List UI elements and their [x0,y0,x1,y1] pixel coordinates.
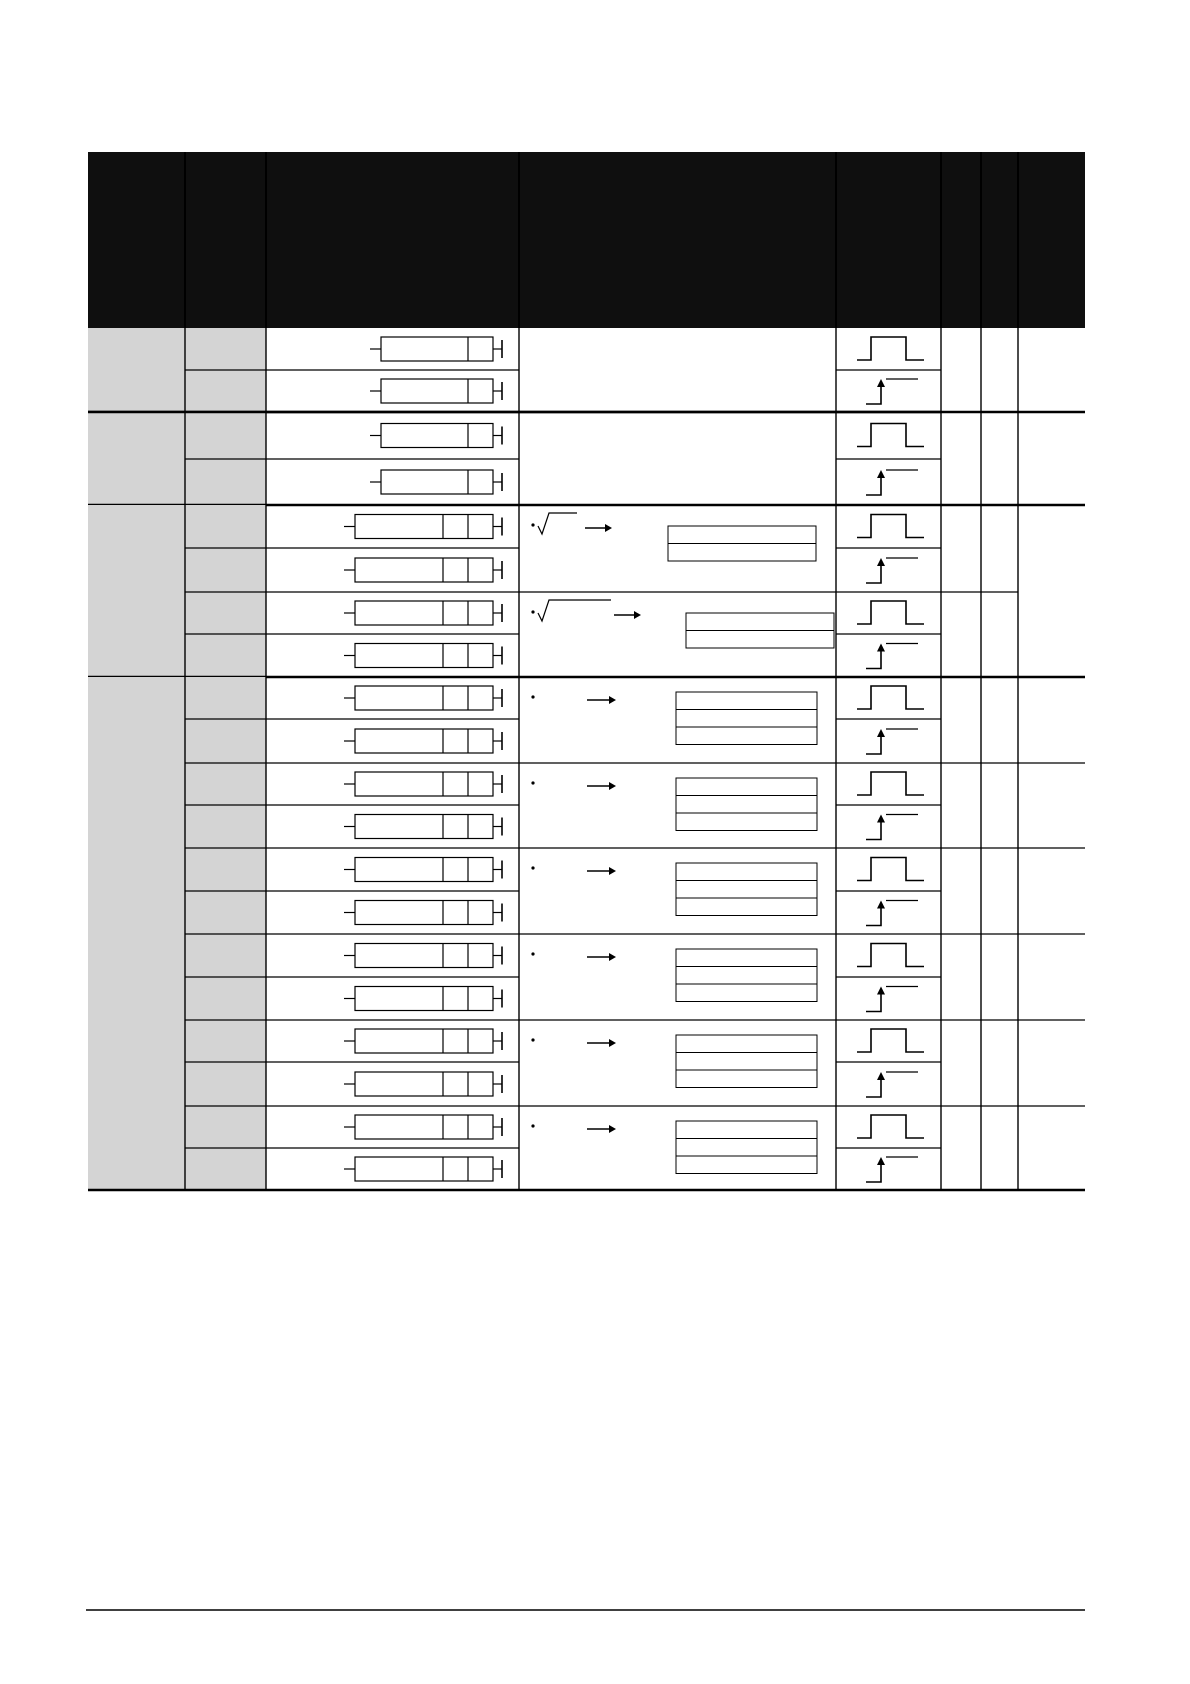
result-device-cell [676,1070,817,1088]
ladder-symbol [370,424,502,448]
execution-condition-icon [857,686,924,709]
instruction-name-cell [185,805,266,848]
instruction-name-cell [185,412,266,459]
result-device-cell [676,796,817,814]
execution-condition-icon [866,901,918,926]
ladder-symbol [344,772,502,796]
instruction-name-cell [185,848,266,891]
processing-figure [531,692,817,745]
instruction-group [88,677,1085,1190]
processing-figure [531,513,816,561]
result-device-cell [676,710,817,728]
level-signal [857,601,924,624]
instruction-box [381,379,493,403]
edge-arrowhead [877,470,885,478]
instruction-name-cell [185,719,266,763]
figure-dot [531,952,534,955]
execution-condition-icon [857,337,924,360]
result-device-cell [686,631,834,649]
execution-condition-icon [857,515,924,538]
execution-condition-icon [866,379,918,404]
result-device-cell [676,863,817,881]
instruction-box [381,424,493,448]
edge-arrowhead [877,987,885,995]
ladder-symbol [344,987,502,1011]
processing-figure [531,1121,817,1174]
result-device-cell [676,692,817,710]
level-signal [857,944,924,967]
instruction-box [355,1115,493,1139]
result-device-cell [676,949,817,967]
execution-condition-icon [857,601,924,624]
instruction-group [88,505,1085,677]
figure-arrowhead [609,782,616,790]
result-device-cell [676,1156,817,1174]
instruction-box [381,337,493,361]
category-cell [88,412,185,505]
instruction-name-cell [185,977,266,1020]
figure-dot [531,610,534,613]
instruction-box [355,858,493,882]
processing-figure [531,778,817,831]
execution-condition-icon [857,424,924,447]
result-device-cell [676,967,817,985]
execution-condition-icon [866,1072,918,1097]
execution-condition-icon [866,558,918,583]
figure-dot [531,781,534,784]
sqrt-symbol [538,513,577,534]
ladder-symbol [344,815,502,839]
instruction-box [355,686,493,710]
figure-arrowhead [605,524,612,532]
instruction-group [88,412,1085,505]
figure-arrowhead [609,1039,616,1047]
edge-arrowhead [877,379,885,387]
execution-condition-icon [857,1115,924,1138]
figure-arrowhead [609,696,616,704]
figure-dot [531,523,534,526]
instruction-box [355,1157,493,1181]
instruction-name-cell [185,934,266,977]
instruction-name-cell [185,677,266,719]
instruction-box [355,558,493,582]
level-signal [857,686,924,709]
edge-arrowhead [877,729,885,737]
ladder-symbol [344,558,502,582]
execution-condition-icon [857,1029,924,1052]
execution-condition-icon [866,1157,918,1182]
level-signal [857,858,924,881]
result-device-cell [676,984,817,1002]
instruction-box [355,729,493,753]
result-device-cell [676,813,817,831]
edge-arrowhead [877,815,885,823]
edge-arrowhead [877,901,885,909]
instruction-name-cell [185,634,266,677]
figure-arrowhead [609,1125,616,1133]
ladder-symbol [344,644,502,668]
edge-arrowhead [877,644,885,652]
instruction-box [355,901,493,925]
processing-figure [531,949,817,1002]
instruction-box [355,987,493,1011]
ladder-symbol [344,686,502,710]
level-signal [857,1115,924,1138]
execution-condition-icon [857,944,924,967]
instruction-box [355,515,493,539]
ladder-symbol [344,1115,502,1139]
ladder-symbol [344,1029,502,1053]
category-cell [88,505,185,677]
instruction-box [355,944,493,968]
level-signal [857,515,924,538]
execution-condition-icon [866,815,918,840]
ladder-symbol [344,515,502,539]
level-signal [857,424,924,447]
instruction-box [355,601,493,625]
processing-figure [531,600,834,648]
instruction-name-cell [185,459,266,505]
instruction-box [355,1029,493,1053]
level-signal [857,772,924,795]
result-device-cell [676,881,817,899]
edge-arrowhead [877,1157,885,1165]
result-device-cell [676,1139,817,1157]
header-band [88,152,1085,328]
ladder-symbol [344,1072,502,1096]
instruction-box [355,815,493,839]
category-cell [88,677,185,1190]
ladder-symbol [370,379,502,403]
instruction-name-cell [185,592,266,634]
figure-arrowhead [609,953,616,961]
figure-arrowhead [609,867,616,875]
result-device-cell [676,727,817,745]
instruction-name-cell [185,1062,266,1106]
result-device-cell [676,1035,817,1053]
figure-dot [531,695,534,698]
sqrt-symbol [538,600,611,621]
instruction-name-cell [185,370,266,412]
ladder-symbol [344,601,502,625]
execution-condition-icon [866,470,918,495]
ladder-symbol [344,944,502,968]
ladder-symbol [344,858,502,882]
execution-condition-icon [866,729,918,754]
result-device-cell [676,898,817,916]
figure-arrowhead [634,611,641,619]
edge-arrowhead [877,1072,885,1080]
instruction-name-cell [185,328,266,370]
ladder-symbol [344,901,502,925]
figure-dot [531,1124,534,1127]
instruction-name-cell [185,1106,266,1148]
result-device-cell [676,1121,817,1139]
table-header [88,152,1085,328]
result-device-cell [676,778,817,796]
category-cell [88,328,185,412]
execution-condition-icon [857,858,924,881]
ladder-symbol [370,337,502,361]
instruction-name-cell [185,763,266,805]
instruction-name-cell [185,1148,266,1190]
instruction-name-cell [185,1020,266,1062]
ladder-symbol [344,729,502,753]
instruction-name-cell [185,505,266,548]
instruction-name-cell [185,891,266,934]
execution-condition-icon [866,644,918,669]
result-device-cell [668,544,816,562]
instruction-box [381,470,493,494]
result-device-cell [668,526,816,544]
level-signal [857,1029,924,1052]
result-device-cell [686,613,834,631]
table-body [88,328,1085,1190]
processing-figure [531,1035,817,1088]
result-device-cell [676,1053,817,1071]
level-signal [857,337,924,360]
instruction-name-cell [185,548,266,592]
instruction-group [88,328,1085,412]
edge-arrowhead [877,558,885,566]
figure-dot [531,1038,534,1041]
execution-condition-icon [857,772,924,795]
instruction-box [355,1072,493,1096]
processing-figure [531,863,817,916]
execution-condition-icon [866,987,918,1012]
ladder-symbol [370,470,502,494]
figure-dot [531,866,534,869]
ladder-symbol [344,1157,502,1181]
instruction-box [355,772,493,796]
instruction-box [355,644,493,668]
